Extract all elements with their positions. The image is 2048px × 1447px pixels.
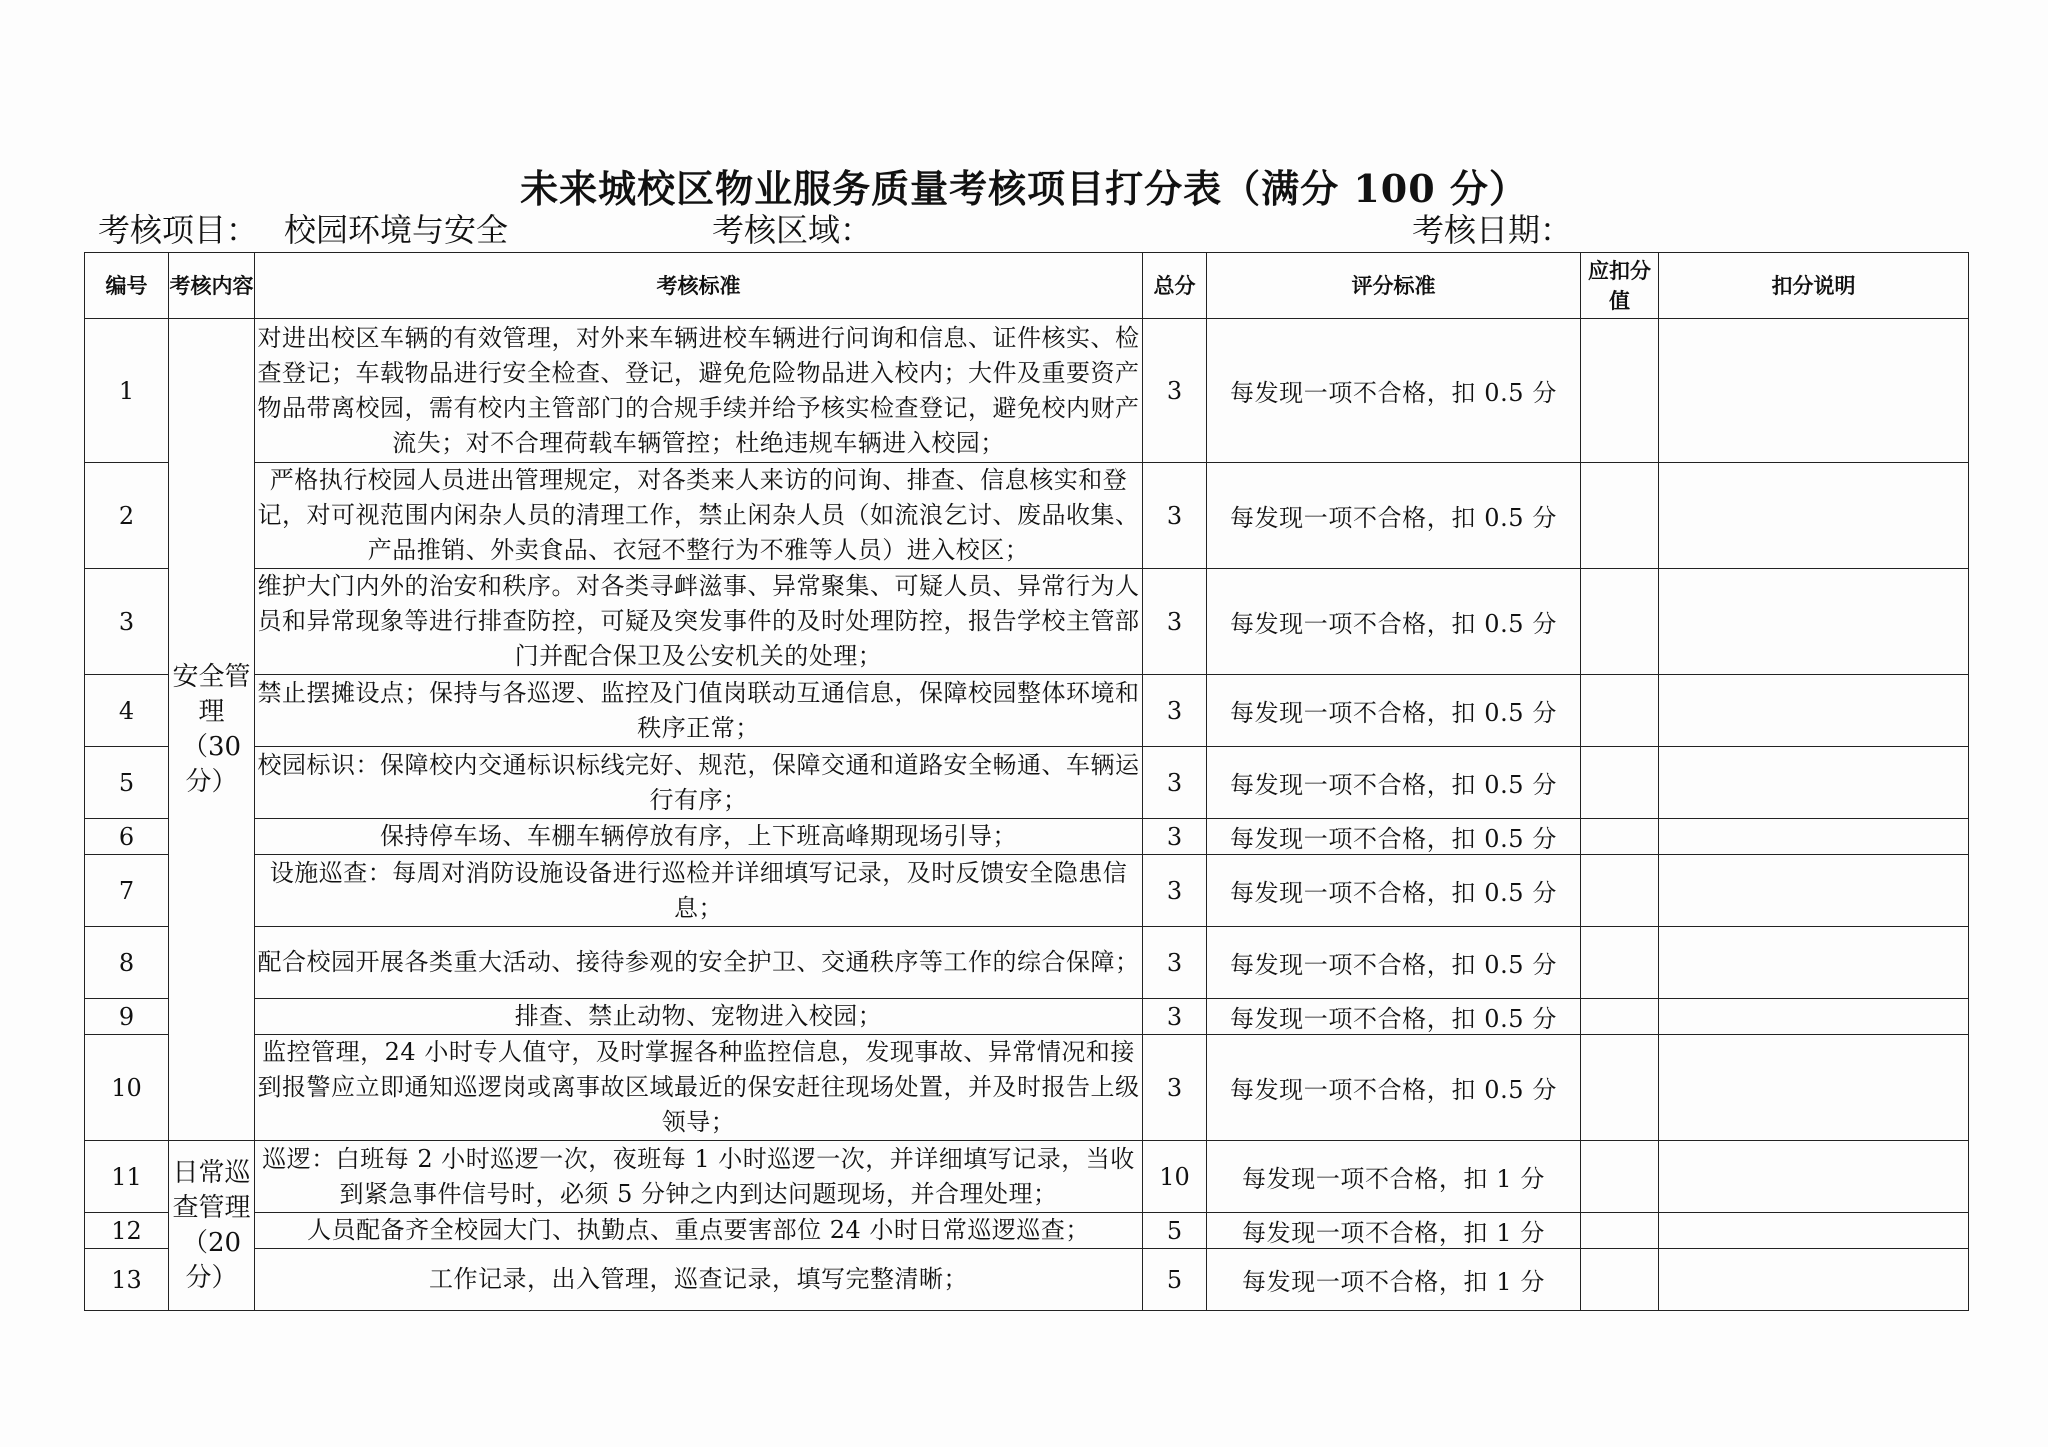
row-no: 10 xyxy=(85,1035,169,1141)
date-label: 考核日期： xyxy=(1412,211,1573,249)
row-standard: 保持停车场、车棚车辆停放有序，上下班高峰期现场引导； xyxy=(255,819,1143,855)
table-row xyxy=(85,675,1969,747)
table-row xyxy=(85,1213,1969,1249)
deduct-cell[interactable] xyxy=(1581,855,1659,927)
row-scoring: 每发现一项不合格，扣 1 分 xyxy=(1207,1249,1581,1311)
deduct-cell[interactable] xyxy=(1581,319,1659,463)
row-no: 11 xyxy=(85,1141,169,1213)
row-standard: 监控管理，24 小时专人值守，及时掌握各种监控信息，发现事故、异常情况和接到报警应立即通知巡逻岗或离事故区域最近的保安赶往现场处置，并及时报告上级领导； xyxy=(255,1035,1143,1141)
area-label: 考核区域： xyxy=(712,211,873,249)
row-no: 6 xyxy=(85,819,169,855)
note-cell[interactable] xyxy=(1659,855,1969,927)
col-header-no: 编号 xyxy=(85,253,169,319)
row-standard: 排查、禁止动物、宠物进入校园； xyxy=(255,999,1143,1035)
deduct-cell[interactable] xyxy=(1581,747,1659,819)
row-standard: 人员配备齐全校园大门、执勤点、重点要害部位 24 小时日常巡逻巡查； xyxy=(255,1213,1143,1249)
col-header-content: 考核内容 xyxy=(169,253,255,319)
table-row xyxy=(85,747,1969,819)
table-row xyxy=(85,1249,1969,1311)
row-total: 10 xyxy=(1143,1141,1207,1213)
project-value: 校园环境与安全 xyxy=(284,211,509,249)
row-no: 4 xyxy=(85,675,169,747)
row-total: 3 xyxy=(1143,747,1207,819)
note-cell[interactable] xyxy=(1659,675,1969,747)
row-scoring: 每发现一项不合格，扣 1 分 xyxy=(1207,1213,1581,1249)
row-total: 3 xyxy=(1143,1035,1207,1141)
category-patrol: 日常巡查管理（20分） xyxy=(169,1141,255,1311)
deduct-cell[interactable] xyxy=(1581,675,1659,747)
row-standard: 巡逻：白班每 2 小时巡逻一次，夜班每 1 小时巡逻一次，并详细填写记录，当收到紧急事件信号时，必须 5 分钟之内到达问题现场，并合理处理； xyxy=(255,1141,1143,1213)
deduct-cell[interactable] xyxy=(1581,1249,1659,1311)
table-row xyxy=(85,1141,1969,1213)
table-row xyxy=(85,855,1969,927)
row-standard: 严格执行校园人员进出管理规定，对各类来人来访的问询、排查、信息核实和登记，对可视范围内闲杂人员的清理工作，禁止闲杂人员（如流浪乞讨、废品收集、产品推销、外卖食品、衣冠不整行为不雅等人员）进入校区； xyxy=(255,463,1143,569)
row-total: 3 xyxy=(1143,569,1207,675)
row-no: 3 xyxy=(85,569,169,675)
row-no: 12 xyxy=(85,1213,169,1249)
table-row xyxy=(85,319,1969,463)
row-standard: 维护大门内外的治安和秩序。对各类寻衅滋事、异常聚集、可疑人员、异常行为人员和异常现象等进行排查防控，可疑及突发事件的及时处理防控，报告学校主管部门并配合保卫及公安机关的处理； xyxy=(255,569,1143,675)
note-cell[interactable] xyxy=(1659,463,1969,569)
deduct-cell[interactable] xyxy=(1581,1141,1659,1213)
note-cell[interactable] xyxy=(1659,927,1969,999)
deduct-cell[interactable] xyxy=(1581,999,1659,1035)
row-standard: 配合校园开展各类重大活动、接待参观的安全护卫、交通秩序等工作的综合保障； xyxy=(255,927,1143,999)
row-standard: 对进出校区车辆的有效管理，对外来车辆进校车辆进行问询和信息、证件核实、检查登记；车载物品进行安全检查、登记，避免危险物品进入校内；大件及重要资产物品带离校园，需有校内主管部门的合规手续并给予核实检查登记，避免校内财产流失；对不合理荷载车辆管控；杜绝违规车辆进入校园； xyxy=(255,319,1143,463)
row-standard: 校园标识：保障校内交通标识标线完好、规范，保障交通和道路安全畅通、车辆运行有序； xyxy=(255,747,1143,819)
row-no: 9 xyxy=(85,999,169,1035)
row-standard: 工作记录，出入管理，巡查记录，填写完整清晰； xyxy=(255,1249,1143,1311)
deduct-cell[interactable] xyxy=(1581,1213,1659,1249)
row-scoring: 每发现一项不合格，扣 1 分 xyxy=(1207,1141,1581,1213)
table-header-row xyxy=(85,253,1969,319)
row-scoring: 每发现一项不合格，扣 0.5 分 xyxy=(1207,1035,1581,1141)
row-scoring: 每发现一项不合格，扣 0.5 分 xyxy=(1207,569,1581,675)
row-standard: 设施巡查：每周对消防设施设备进行巡检并详细填写记录，及时反馈安全隐患信息； xyxy=(255,855,1143,927)
row-total: 3 xyxy=(1143,319,1207,463)
col-header-total: 总分 xyxy=(1143,253,1207,319)
col-header-scoring: 评分标准 xyxy=(1207,253,1581,319)
row-standard: 禁止摆摊设点；保持与各巡逻、监控及门值岗联动互通信息，保障校园整体环境和秩序正常； xyxy=(255,675,1143,747)
table-row xyxy=(85,463,1969,569)
deduct-cell[interactable] xyxy=(1581,819,1659,855)
table-row xyxy=(85,999,1969,1035)
deduct-cell[interactable] xyxy=(1581,569,1659,675)
note-cell[interactable] xyxy=(1659,1213,1969,1249)
note-cell[interactable] xyxy=(1659,569,1969,675)
row-scoring: 每发现一项不合格，扣 0.5 分 xyxy=(1207,463,1581,569)
note-cell[interactable] xyxy=(1659,1141,1969,1213)
row-total: 5 xyxy=(1143,1213,1207,1249)
deduct-cell[interactable] xyxy=(1581,1035,1659,1141)
note-cell[interactable] xyxy=(1659,999,1969,1035)
deduct-cell[interactable] xyxy=(1581,463,1659,569)
table-row xyxy=(85,927,1969,999)
row-scoring: 每发现一项不合格，扣 0.5 分 xyxy=(1207,927,1581,999)
deduct-cell[interactable] xyxy=(1581,927,1659,999)
row-total: 3 xyxy=(1143,999,1207,1035)
row-scoring: 每发现一项不合格，扣 0.5 分 xyxy=(1207,999,1581,1035)
document-title: 未来城校区物业服务质量考核项目打分表（满分 100 分） xyxy=(520,166,1528,211)
row-no: 8 xyxy=(85,927,169,999)
table-row xyxy=(85,569,1969,675)
row-no: 5 xyxy=(85,747,169,819)
row-total: 3 xyxy=(1143,675,1207,747)
row-no: 1 xyxy=(85,319,169,463)
note-cell[interactable] xyxy=(1659,747,1969,819)
row-no: 2 xyxy=(85,463,169,569)
row-total: 3 xyxy=(1143,855,1207,927)
note-cell[interactable] xyxy=(1659,319,1969,463)
row-scoring: 每发现一项不合格，扣 0.5 分 xyxy=(1207,675,1581,747)
assessment-table xyxy=(84,252,1969,1311)
col-header-standard: 考核标准 xyxy=(255,253,1143,319)
row-scoring: 每发现一项不合格，扣 0.5 分 xyxy=(1207,319,1581,463)
row-total: 5 xyxy=(1143,1249,1207,1311)
table-row xyxy=(85,819,1969,855)
col-header-deduct: 应扣分值 xyxy=(1581,253,1659,319)
row-no: 13 xyxy=(85,1249,169,1311)
note-cell[interactable] xyxy=(1659,1249,1969,1311)
category-safety: 安全管理（30分） xyxy=(169,319,255,1141)
note-cell[interactable] xyxy=(1659,1035,1969,1141)
row-scoring: 每发现一项不合格，扣 0.5 分 xyxy=(1207,747,1581,819)
project-field xyxy=(98,205,508,251)
note-cell[interactable] xyxy=(1659,819,1969,855)
row-scoring: 每发现一项不合格，扣 0.5 分 xyxy=(1207,819,1581,855)
col-header-note: 扣分说明 xyxy=(1659,253,1969,319)
row-no: 7 xyxy=(85,855,169,927)
project-label: 考核项目： xyxy=(98,211,259,249)
row-total: 3 xyxy=(1143,927,1207,999)
table-row xyxy=(85,1035,1969,1141)
row-scoring: 每发现一项不合格，扣 0.5 分 xyxy=(1207,855,1581,927)
row-total: 3 xyxy=(1143,463,1207,569)
row-total: 3 xyxy=(1143,819,1207,855)
